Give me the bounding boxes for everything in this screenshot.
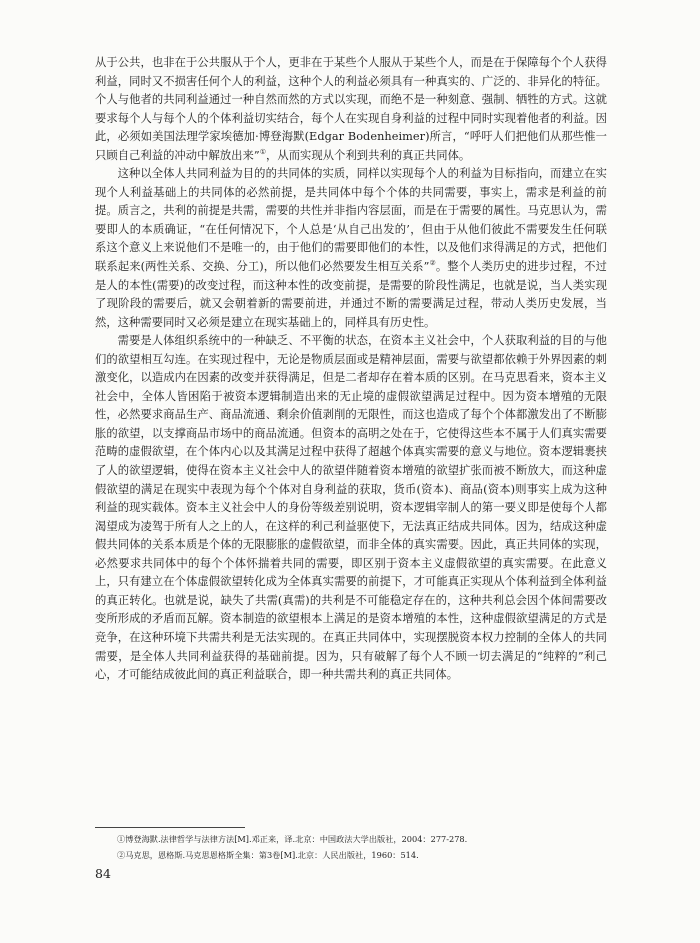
footnote-2: ②马克思，恩格斯.马克思恩格斯全集：第3卷[M].北京：人民出版社，1960：514.	[117, 850, 419, 860]
paragraph-2-end: 。整个人类历史的进步过程，不过是人的本性(需要)的改变过程，而这种本性的改变前提，是需要的阶段性满足，也就是说，当人类实现了现阶段的需要后，就又会朝着新的需要前进，并通过不断的需要满足过程，带动人类历史发展，当然，这种需要同时又必须是建立在现实基础上的，同样具有历史性。	[95, 260, 607, 329]
body-text	[95, 54, 607, 685]
paragraph-2-text: 这种以全体人共同利益为目的的共同体的实质，同样以实现每个人的利益为目标指向，而建立在实现个人利益基础上的共同体的必然前提，是共同体中每个个体的共同需要，事实上，需求是利益的前提。质言之，共利的前提是共需，需要的共性并非指内容层面，而是在于需要的属性。马克思认为，需要即人的本质确证，“在任何情况下，个人总是‘从自己出发的’，但由于从他们彼此不需要发生任何联系这个意义上来说他们不是唯一的，由于他们的需要即他们的本性，以及他们求得满足的方式，把他们联系起来(两性关系、交换、分工)，所以他们必然要发生相互关系”	[95, 167, 607, 274]
paragraph-1	[95, 54, 607, 165]
footnotes	[95, 831, 607, 863]
footnote-1: ①博登海默.法律哲学与法律方法[M].邓正来，译.北京：中国政法大学出版社，2004：277-278.	[117, 834, 468, 844]
paragraph-2	[95, 165, 607, 332]
paragraph-1-text: 从于公共，也非在于公共服从于个人，更非在于某些个人服从于某些个人，而是在于保障每个个人获得利益，同时又不损害任何个人的利益，这种个人的利益必须具有一种真实的、广泛的、非异化的特征。个人与他者的共同利益通过一种自然而然的方式以实现，而绝不是一种刻意、强制、牺牲的方式。这就要求每个人与每个人的个体利益切实结合，每个人在实现自身利益的过程中同时实现着他者的利益。因此，必须如美国法理学家埃德加·博登海默(Edgar Bodenheimer)所言，“呼吁人们把他们从那些惟一只顾自己利益的冲动中解放出来”	[95, 56, 607, 162]
footnote-divider	[95, 827, 245, 828]
page-number: 84	[95, 866, 111, 881]
footnote-ref-1[interactable]: ①	[259, 147, 267, 156]
footnote-ref-2[interactable]: ②	[429, 259, 436, 268]
paragraph-1-end: ，从而实现从个利到共利的真正共同体。	[266, 148, 471, 162]
paragraph-3: 需要是人体组织系统中的一种缺乏、不平衡的状态，在资本主义社会中，个人获取利益的目的与他们的欲望相互勾连。在实现过程中，无论是物质层面或是精神层面，需要与欲望都依赖于外界因素的刺激变化，以造成内在因素的改变并获得满足，但是二者却存在着本质的区别。在马克思看来，资本主义社会中，全体人皆困陷于被资本逻辑制造出来的无止境的虚假欲望满足过程中。因为资本增殖的无限性，必然要求商品生产、商品流通、剩余价值剥削的无限性，而这也造成了每个个体都激发出了不断膨胀的欲望，以支撑商品市场中的商品流通。但资本的高明之处在于，它使得这些本不属于人们真实需要范畴的虚假欲望，在个体内心以及其满足过程中获得了超越个体真实需要的意义与地位。资本逻辑裹挟了人的欲望逻辑，使得在资本主义社会中人的欲望伴随着资本增殖的欲望扩张而被不断放大，而这种虚假欲望的满足在现实中表现为每个个体对自身利益的获取，货币(资本)、商品(资本)则事实上成为这种利益的现实载体。资本主义社会中人的身份等级差别说明，资本逻辑宰制人的第一要义即是使每个人都渴望成为凌驾于所有人之上的人，在这样的利己利益驱使下，无法真正结成共同体。因为，结成这种虚假共同体的关系本质是个体的无限膨胀的虚假欲望，而非全体的真实需要。因此，真正共同体的实现，必然要求共同体中的每个个体怀揣着共同的需要，即区别于资本主义虚假欲望的真实需要。在此意义上，只有建立在个体虚假欲望转化成为全体真实需要的前提下，才可能真正实现从个体利益到全体利益的真正转化。也就是说，缺失了共需(真需)的共利是不可能稳定存在的，这种共利总会因个体间需要改变所形成的矛盾而瓦解。资本制造的欲望根本上满足的是资本增殖的本性，这种虚假欲望满足的方式是竞争，在这种环境下共需共利是无法实现的。在真正共同体中，实现摆脱资本权力控制的全体人的共同需要，是全体人共同利益获得的基础前提。因为，只有破解了每个人不顾一切去满足的“纯粹的”利己心，才可能结成彼此间的真正利益联合，即一种共需共利的真正共同体。	[95, 334, 607, 682]
